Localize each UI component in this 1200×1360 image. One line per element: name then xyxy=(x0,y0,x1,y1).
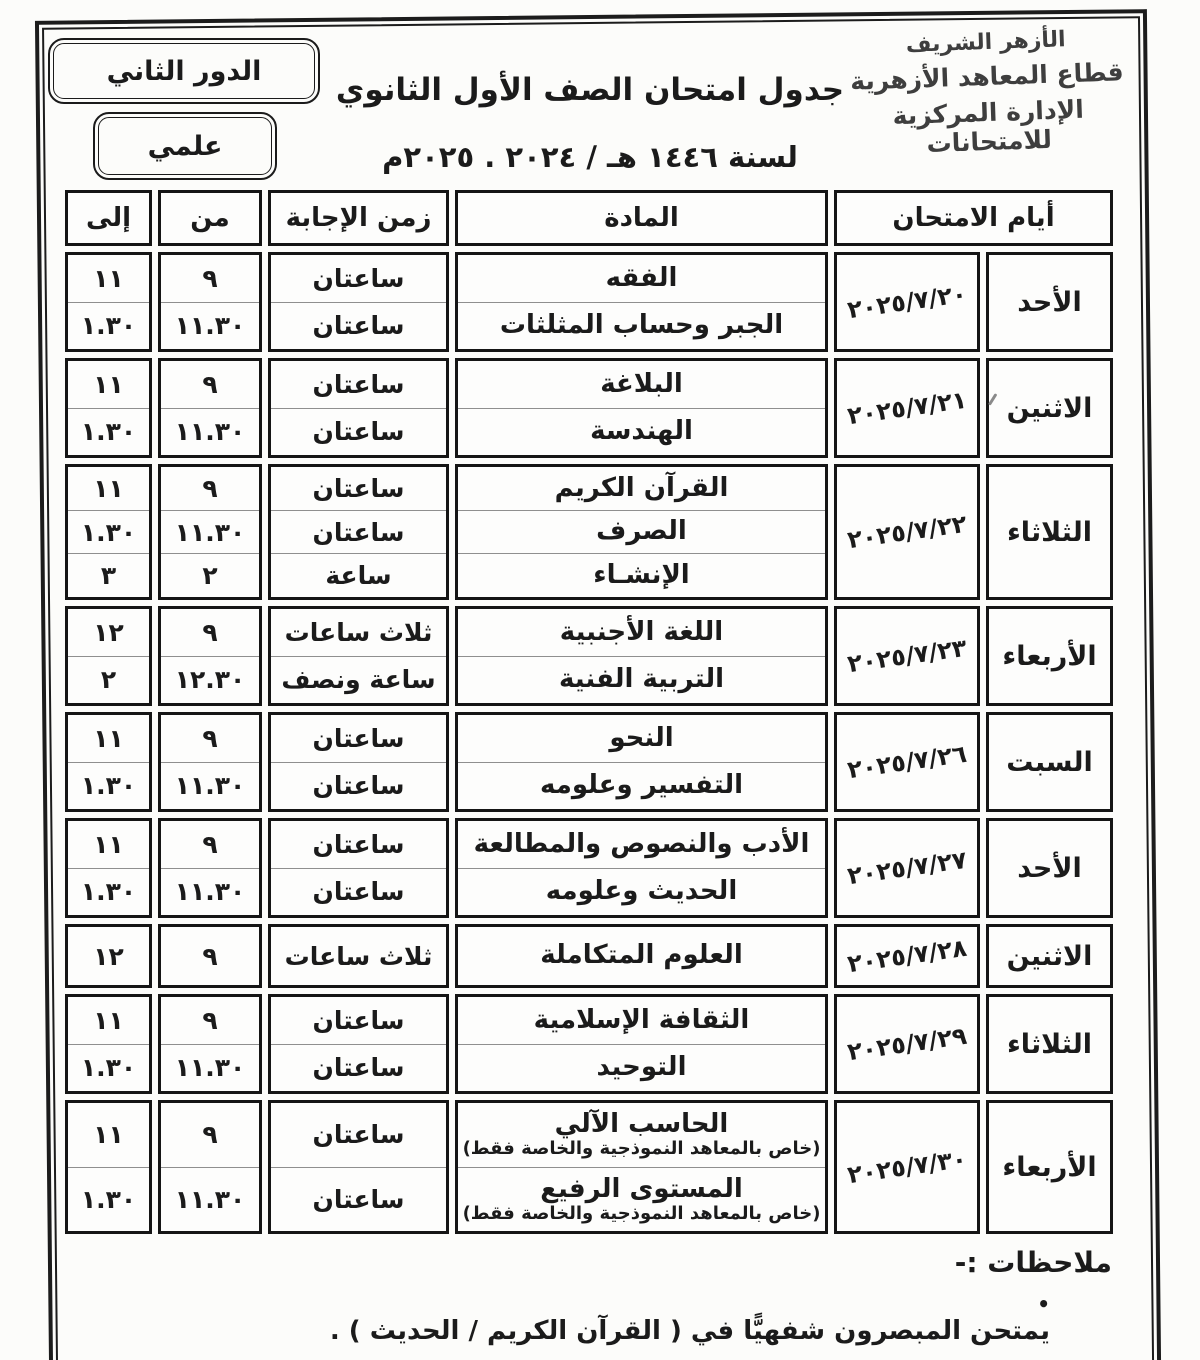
subject-row xyxy=(458,255,825,302)
duration-value: ساعتان xyxy=(312,369,405,399)
to-time-value: ١.٣٠ xyxy=(68,762,149,810)
from-time-value: ٩ xyxy=(202,473,218,503)
subject-cell xyxy=(455,712,828,812)
to-time-cell xyxy=(65,464,152,600)
duration-value: ساعتان xyxy=(271,510,446,554)
to-time-value: ١١ xyxy=(93,829,124,859)
subject-row xyxy=(458,1103,825,1167)
from-time-value: ٩ xyxy=(202,263,218,293)
from-time-value: ٩ xyxy=(202,829,218,859)
col-header-to: إلى xyxy=(65,190,152,246)
from-time-value: ١١.٣٠ xyxy=(161,1044,259,1092)
to-time-cell xyxy=(65,818,152,918)
organization-letterhead xyxy=(823,24,1152,161)
to-time-value: ٣ xyxy=(68,553,149,597)
duration-value: ساعتان xyxy=(271,762,446,810)
round-badge-label: الدور الثاني xyxy=(106,55,262,87)
from-time-value: ٩ xyxy=(202,617,218,647)
org-line-1: الأزهر الشريف xyxy=(905,27,1066,58)
track-badge-label: علمي xyxy=(147,130,223,162)
exam-day-cell: السبت xyxy=(986,712,1113,812)
from-time-cell xyxy=(158,606,262,706)
from-time-value: ٢ xyxy=(161,553,259,597)
subject-name: النحو xyxy=(609,722,674,753)
subject-row xyxy=(458,715,825,762)
from-time-value: ٩ xyxy=(202,723,218,753)
duration-cell xyxy=(268,1100,449,1234)
subject-cell xyxy=(455,1100,828,1234)
duration-value: ساعتان xyxy=(312,1120,405,1150)
duration-value: ساعتان xyxy=(271,302,446,350)
subject-cell xyxy=(455,924,828,988)
to-time-value: ١٢ xyxy=(93,941,124,971)
subject-name: البلاغة xyxy=(600,368,683,399)
to-time-value: ١١ xyxy=(93,263,124,293)
to-time-cell xyxy=(65,358,152,458)
to-time-value: ٢ xyxy=(68,656,149,704)
note-item xyxy=(330,1292,1050,1346)
from-time-value: ٩ xyxy=(202,1005,218,1035)
from-time-value: ١٢.٣٠ xyxy=(161,656,259,704)
from-time-cell xyxy=(158,464,262,600)
round-badge xyxy=(48,38,320,104)
subject-row xyxy=(458,467,825,510)
duration-value: ساعتان xyxy=(312,263,405,293)
subject-row xyxy=(458,762,825,810)
to-time-cell xyxy=(65,252,152,352)
subject-name: الأدب والنصوص والمطالعة xyxy=(473,828,810,859)
from-time-value: ١١.٣٠ xyxy=(161,408,259,456)
exam-date-value: ٢٠٢٥/٧/٢٣ xyxy=(845,633,969,679)
duration-value: ساعتان xyxy=(271,408,446,456)
exam-day-cell: الاثنين xyxy=(986,924,1113,988)
exam-date-cell xyxy=(834,606,980,706)
duration-value: ساعتان xyxy=(271,868,446,916)
subject-cell xyxy=(455,994,828,1094)
subject-name: الصرف xyxy=(596,516,687,547)
subject-cell xyxy=(455,606,828,706)
page-subtitle-year: لسنة ١٤٤٦ هـ / ٢٠٢٤ . ٢٠٢٥م xyxy=(382,140,798,174)
subject-row xyxy=(458,609,825,656)
from-time-cell xyxy=(158,712,262,812)
duration-value: ساعتان xyxy=(271,1044,446,1092)
from-time-value: ١١.٣٠ xyxy=(161,510,259,554)
subject-name: الحديث وعلومه xyxy=(545,876,738,907)
duration-cell xyxy=(268,358,449,458)
from-time-value: ٩ xyxy=(202,941,218,971)
to-time-value: ١١ xyxy=(93,369,124,399)
org-line-2: قطاع المعاهد الأزهرية xyxy=(849,57,1125,96)
from-time-value: ١١.٣٠ xyxy=(161,1167,259,1232)
exam-day-cell: الأربعاء xyxy=(986,1100,1113,1234)
from-time-cell xyxy=(158,358,262,458)
subject-row xyxy=(458,302,825,350)
subject-row xyxy=(458,1044,825,1092)
org-line-3: الإدارة المركزية للامتحانات xyxy=(892,94,1085,159)
col-header-exam-days: أيام الامتحان xyxy=(834,190,1113,246)
subject-name: الإنشـاء xyxy=(593,560,690,591)
exam-day-cell: الثلاثاء xyxy=(986,994,1113,1094)
col-header-subject: المادة xyxy=(455,190,828,246)
subject-row xyxy=(458,927,825,985)
exam-day-cell: الأحد xyxy=(986,818,1113,918)
exam-date-value: ٢٠٢٥/٧/٢٩ xyxy=(845,1021,969,1067)
to-time-cell xyxy=(65,1100,152,1234)
duration-value: ساعتان xyxy=(312,829,405,859)
exam-date-value: ٢٠٢٥/٧/٢٠ xyxy=(845,279,969,325)
page-title: جدول امتحان الصف الأول الثانوي xyxy=(335,72,845,108)
notes-heading: ملاحظات :- xyxy=(954,1246,1112,1279)
subject-restriction-note: (خاص بالمعاهد النموذجية والخاصة فقط) xyxy=(462,1138,821,1160)
col-header-duration: زمن الإجابة xyxy=(268,190,449,246)
subject-name: الفقه xyxy=(605,262,678,293)
from-time-cell xyxy=(158,924,262,988)
to-time-value: ١١ xyxy=(93,723,124,753)
duration-cell xyxy=(268,712,449,812)
to-time-cell xyxy=(65,606,152,706)
to-time-value: ١.٣٠ xyxy=(68,302,149,350)
from-time-value: ١١.٣٠ xyxy=(161,868,259,916)
subject-row xyxy=(458,868,825,916)
to-time-cell xyxy=(65,924,152,988)
to-time-value: ١١ xyxy=(93,473,124,503)
from-time-value: ١١.٣٠ xyxy=(161,762,259,810)
subject-name: التفسير وعلومه xyxy=(540,770,743,801)
subject-name: التربية الفنية xyxy=(558,664,725,695)
exam-date-value: ٢٠٢٥/٧/٢٦ xyxy=(845,739,969,785)
subject-restriction-note: (خاص بالمعاهد النموذجية والخاصة فقط) xyxy=(462,1202,821,1224)
subject-cell xyxy=(455,818,828,918)
subject-name: الجبر وحساب المثلثات xyxy=(499,310,784,341)
duration-value: ساعتان xyxy=(312,1005,405,1035)
from-time-cell xyxy=(158,252,262,352)
bullet-icon: • xyxy=(1037,1292,1050,1316)
subject-name: القرآن الكريم xyxy=(554,472,729,503)
subject-row xyxy=(458,408,825,456)
subject-row xyxy=(458,997,825,1044)
duration-cell xyxy=(268,994,449,1094)
duration-cell xyxy=(268,818,449,918)
subject-name: التوحيد xyxy=(596,1052,687,1083)
from-time-cell xyxy=(158,818,262,918)
exam-day-cell: الاثنين xyxy=(986,358,1113,458)
duration-cell xyxy=(268,252,449,352)
duration-value: ثلاث ساعات xyxy=(284,617,433,647)
col-header-from: من xyxy=(158,190,262,246)
subject-row xyxy=(458,656,825,704)
subject-name: الهندسة xyxy=(590,416,693,447)
duration-value: ساعة ونصف xyxy=(271,656,446,704)
exam-date-cell xyxy=(834,818,980,918)
to-time-cell xyxy=(65,712,152,812)
duration-cell xyxy=(268,924,449,988)
subject-row xyxy=(458,821,825,868)
exam-schedule-table xyxy=(65,190,1113,1234)
exam-date-cell xyxy=(834,464,980,600)
from-time-value: ٩ xyxy=(202,369,218,399)
duration-value: ساعتان xyxy=(271,1167,446,1232)
subject-name: اللغة الأجنبية xyxy=(559,616,724,647)
from-time-cell xyxy=(158,994,262,1094)
note-text: يمتحن المبصرون شفهيًّا في ( القرآن الكريم / الحديث ) . xyxy=(329,1316,1050,1346)
subject-row xyxy=(458,510,825,554)
duration-cell xyxy=(268,606,449,706)
duration-cell xyxy=(268,464,449,600)
track-badge xyxy=(93,112,277,180)
subject-row xyxy=(458,1167,825,1232)
exam-date-value: ٢٠٢٥/٧/٣٠ xyxy=(845,1144,969,1190)
from-time-value: ١١.٣٠ xyxy=(161,302,259,350)
exam-date-cell xyxy=(834,924,980,988)
duration-value: ساعتان xyxy=(312,723,405,753)
exam-day-cell: الثلاثاء xyxy=(986,464,1113,600)
from-time-cell xyxy=(158,1100,262,1234)
duration-value: ساعتان xyxy=(312,473,405,503)
exam-date-value: ٢٠٢٥/٧/٢١ xyxy=(845,385,969,431)
subject-row xyxy=(458,553,825,597)
duration-value: ساعة xyxy=(271,553,446,597)
subject-cell xyxy=(455,252,828,352)
exam-date-value: ٢٠٢٥/٧/٢٧ xyxy=(845,845,969,891)
to-time-value: ١.٣٠ xyxy=(68,408,149,456)
exam-date-cell xyxy=(834,712,980,812)
exam-date-value: ٢٠٢٥/٧/٢٢ xyxy=(845,509,969,555)
exam-date-cell xyxy=(834,1100,980,1234)
to-time-value: ١١ xyxy=(93,1005,124,1035)
subject-cell xyxy=(455,358,828,458)
subject-cell xyxy=(455,464,828,600)
to-time-cell xyxy=(65,994,152,1094)
to-time-value: ١٢ xyxy=(93,617,124,647)
to-time-value: ١.٣٠ xyxy=(68,868,149,916)
subject-row xyxy=(458,361,825,408)
exam-day-cell: الأحد xyxy=(986,252,1113,352)
exam-date-cell xyxy=(834,358,980,458)
to-time-value: ١.٣٠ xyxy=(68,1044,149,1092)
exam-date-value: ٢٠٢٥/٧/٢٨ xyxy=(845,933,969,979)
duration-value: ثلاث ساعات xyxy=(284,941,433,971)
from-time-value: ٩ xyxy=(202,1120,218,1150)
exam-date-cell xyxy=(834,252,980,352)
to-time-value: ١١ xyxy=(93,1120,124,1150)
subject-name: المستوى الرفيع xyxy=(540,1173,743,1204)
subject-name: العلوم المتكاملة xyxy=(540,940,743,971)
to-time-value: ١.٣٠ xyxy=(68,1167,149,1232)
to-time-value: ١.٣٠ xyxy=(68,510,149,554)
subject-name: الثقافة الإسلامية xyxy=(533,1004,750,1035)
exam-day-cell: الأربعاء xyxy=(986,606,1113,706)
exam-date-cell xyxy=(834,994,980,1094)
subject-name: الحاسب الآلي xyxy=(554,1109,729,1140)
